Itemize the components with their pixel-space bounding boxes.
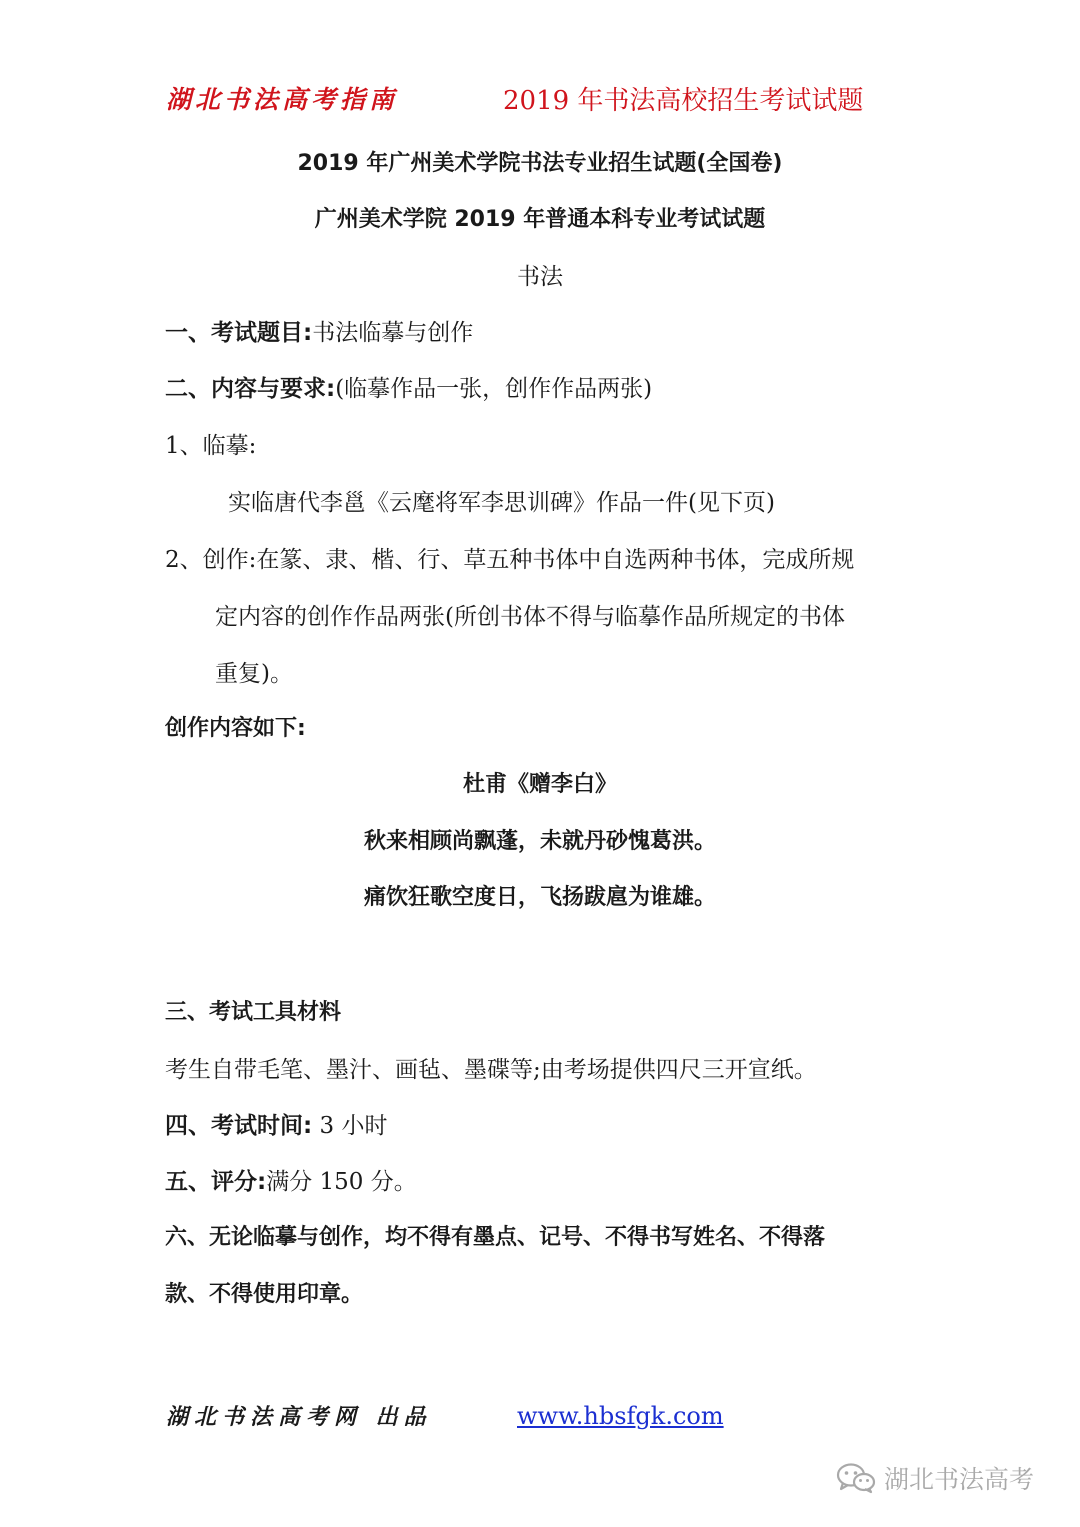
- item-create-label: 2、创作:: [165, 547, 257, 573]
- poem-line-2: 痛饮狂歌空度日，飞扬跋扈为谁雄。: [363, 885, 716, 910]
- section-content-requirements: [165, 370, 652, 403]
- item-copy-label: 1、临摹:: [165, 433, 257, 459]
- section-text: 满分 150 分。: [266, 1169, 417, 1195]
- wechat-icon: [836, 1462, 876, 1494]
- section-label: 五、评分:: [165, 1169, 267, 1195]
- creation-heading: 创作内容如下:: [165, 716, 306, 741]
- poem-line-1: 秋来相顾尚飘蓬，未就丹砂愧葛洪。: [363, 829, 716, 854]
- footer-website-link[interactable]: www.hbsfgk.com: [517, 1402, 724, 1430]
- header-title: 2019 年书法高校招生考试试题: [503, 86, 864, 116]
- section-tools-label: 三、考试工具材料: [165, 1000, 342, 1025]
- section-rules-line-1: 六、无论临摹与创作，均不得有墨点、记号、不得书写姓名、不得落: [165, 1225, 826, 1250]
- section-label: 四、考试时间:: [165, 1113, 313, 1139]
- footer-producer: 湖北书法高考网 出品: [166, 1404, 432, 1430]
- section-text: 书法临摹与创作: [312, 320, 474, 346]
- item-copy-text: 实临唐代李邕《云麾将军李思训碑》作品一件(见下页): [228, 490, 775, 516]
- watermark-text: 湖北书法高考: [884, 1465, 1035, 1494]
- section-scoring: [165, 1163, 417, 1196]
- poem-title: 杜甫《赠李白》: [462, 772, 617, 797]
- item-create-line-1: [165, 541, 854, 574]
- subject-heading: 书法: [517, 264, 563, 290]
- section-text: 3 小时: [312, 1113, 388, 1139]
- section-exam-topic: [165, 314, 473, 347]
- item-create-text: 在篆、隶、楷、行、草五种书体中自选两种书体，完成所规: [256, 547, 855, 573]
- section-text: (临摹作品一张，创作作品两张): [335, 376, 653, 402]
- section-exam-time: [165, 1107, 387, 1140]
- wechat-watermark: [836, 1460, 1034, 1496]
- item-create-line-2: 定内容的创作作品两张(所创书体不得与临摹作品所规定的书体: [215, 604, 845, 630]
- document-title: 2019 年广州美术学院书法专业招生试题(全国卷): [297, 151, 783, 176]
- section-tools-text: 考生自带毛笔、墨汁、画毡、墨碟等;由考场提供四尺三开宣纸。: [165, 1057, 817, 1083]
- section-label: 二、内容与要求:: [165, 376, 336, 402]
- section-rules-line-2: 款、不得使用印章。: [165, 1282, 364, 1307]
- document-subtitle: 广州美术学院 2019 年普通本科专业考试试题: [314, 207, 766, 232]
- section-label: 一、考试题目:: [165, 320, 313, 346]
- item-create-line-3: 重复)。: [215, 661, 293, 687]
- header-brand: 湖北书法高考指南: [166, 85, 399, 114]
